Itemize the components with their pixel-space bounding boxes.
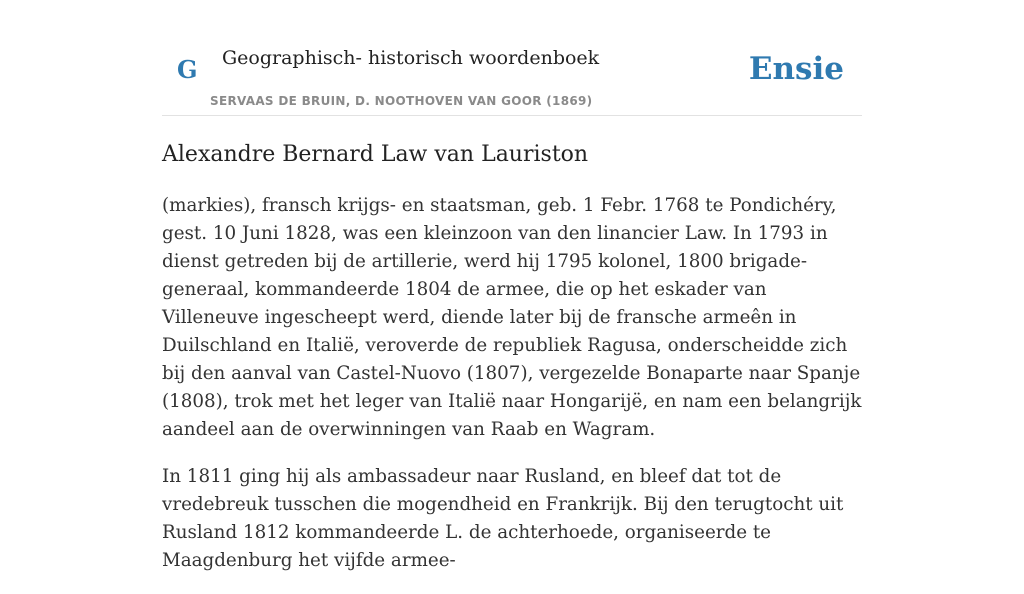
book-authors: SERVAAS DE BRUIN, D. NOOTHOVEN VAN GOOR (1869) — [210, 94, 593, 108]
article-title: Alexandre Bernard Law van Lauriston — [162, 142, 589, 167]
book-letter-icon[interactable]: G — [177, 55, 198, 84]
ensie-logo[interactable]: Ensie — [748, 51, 844, 87]
book-header — [162, 0, 862, 116]
article-body — [162, 192, 862, 594]
article-paragraph: In 1811 ging hij als ambassadeur naar Rusland, en bleef dat tot de vredebreuk tusschen die mogendheid en Frankrijk. Bij den terugtocht uit Rusland 1812 kommandeerde L. de achterhoede, organiseerde te Maagdenburg het vijfde armee- — [162, 466, 844, 571]
book-title-link[interactable]: Geographisch- historisch woordenboek — [222, 47, 600, 69]
article-paragraph: (markies), fransch krijgs- en staatsman, geb. 1 Febr. 1768 te Pondichéry, gest. 10 Juni 1828, was een kleinzoon van den linancier Law. In 1793 in dienst getreden bij de artillerie, werd hij 1795 kolonel, 1800 brigade-generaal, kommandeerde 1804 de armee, die op het eskader van Villeneuve ingescheept werd, diende later bij de fransche armeên in Duilschland en Italië, veroverde de republiek Ragusa, onderscheidde zich bij den aanval van Castel-Nuovo (1807), vergezelde Bonaparte naar Spanje (1808), trok met het leger van Italië naar Hongarijë, en nam een belangrijk aandeel aan de overwinningen van Raab en Wagram. — [162, 195, 862, 440]
